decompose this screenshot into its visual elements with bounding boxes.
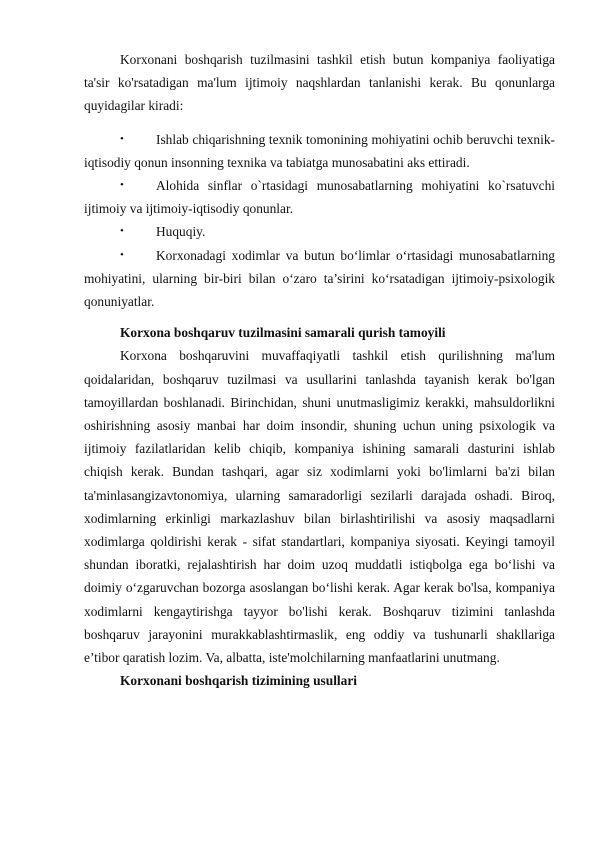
document-page: [84, 48, 555, 692]
list-item: [84, 244, 555, 314]
intro-paragraph: Korxonani boshqarish tuzilmasini tashkil etish butun kompaniya faoliyatiga ta'sir ko'rsatadigan ma'lum ijtimoiy naqshlardan tanlanishi kerak. Bu qonunlarga quyidagilar kiradi:: [84, 52, 555, 114]
section-heading-2: Korxonani boshqarish tizimining usullari: [120, 673, 357, 689]
section-heading: Korxona boshqaruv tuzilmasini samarali qurish tamoyili: [120, 325, 446, 341]
laws-list: [84, 128, 555, 314]
list-item-text: Huquqiy.: [156, 224, 206, 240]
list-item-text: Ishlab chiqarishning texnik tomonining mohiyatini ochib beruvchi texnik-iqtisodiy qonun insonning texnika va tabiatga munosabatini aks ettiradi.: [84, 131, 555, 170]
bullet-icon: •: [120, 132, 124, 145]
body-paragraph: Korxona boshqaruvini muvaffaqiyatli tashkil etish qurilishning ma'lum qoidalaridan, boshqaruv tuzilmasi va usullarini tanlashda tayanish kerak bo'lgan tamoyillardan boshlanadi. Birinchidan, shuni unutmasligimiz kerakki, mahsuldorlikni oshirishning asosiy manbai har doim insondir, shuning uchun uning psixologik va ijtimoiy fazilatlaridan kelib chiqib, kompaniya ishining samarali dasturini ishlab chiqish kerak. Bundan tashqari, agar siz xodimlarni yoki bo'limlarni ba'zi bilan ta'minlasangizavtonomiya, ularning samaradorligi sezilarli darajada oshadi. Biroq, xodimlarning erkinligi markazlashuv bilan birlashtirilishi va asosiy maqsadlarni xodimlarga qoldirishi kerak - sifat standartlari, kompaniya siyosati. Keyingi tamoyil shundan iboratki, rejalashtirish har doim uzoq muddatli istiqbolga ega bo‘lishi va doimiy o‘zgaruvchan bozorga asoslangan bo‘lishi kerak. Agar kerak bo'lsa, kompaniya xodimlarni kengaytirishga tayyor bo'lishi kerak. Boshqaruv tizimini tanlashda boshqaruv jarayonini murakkablashtirmaslik, eng oddiy va tushunarli shakllariga e’tibor qaratish lozim. Va, albatta, iste'molchilarning manfaatlarini unutmang.: [84, 348, 555, 666]
bullet-icon: •: [120, 179, 124, 192]
list-item: [84, 220, 555, 243]
list-item-text: Korxonadagi xodimlar va butun bo‘limlar o‘rtasidagi munosabatlarning mohiyatini, ularning bir-biri bilan o‘zaro ta’sirini ko‘rsatadigan ijtimoiy-psixologik qonuniyatlar.: [84, 247, 555, 310]
list-item-text: Alohida sinflar o`rtasidagi munosabatlarning mohiyatini ko`rsatuvchi ijtimoiy va ijtimoiy-iqtisodiy qonunlar.: [84, 178, 555, 217]
list-item: [84, 128, 555, 174]
bullet-icon: •: [120, 225, 124, 238]
bullet-icon: •: [120, 248, 124, 261]
list-item: [84, 174, 555, 220]
